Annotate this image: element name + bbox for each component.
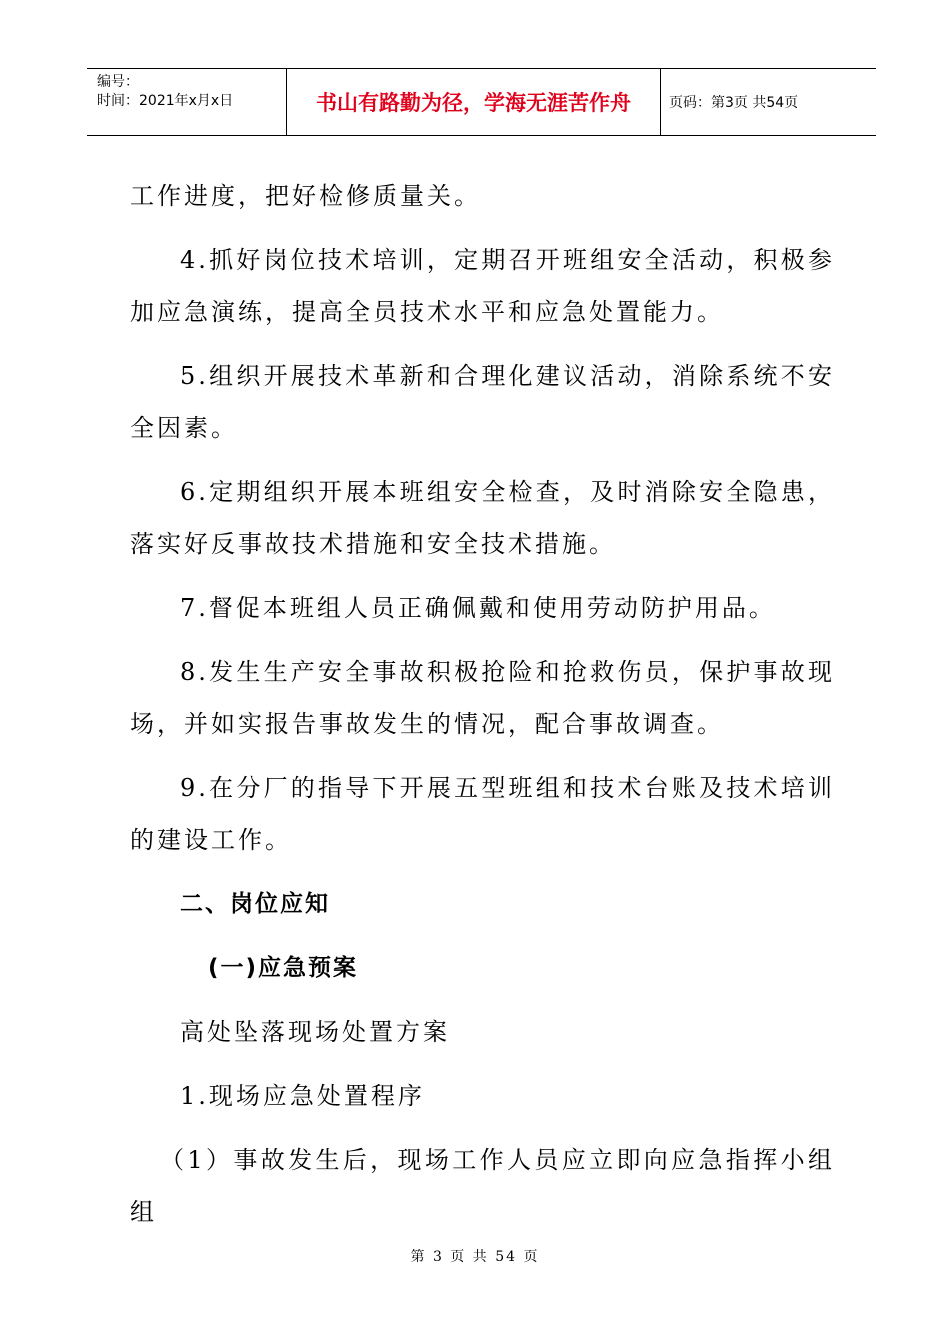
step-text: （1）事故发生后，现场工作人员应立即向应急指挥小组组 [130,1146,835,1226]
paragraph-item-5: 5.组织开展技术革新和合理化建议活动，消除系统不安全因素。 [130,362,835,442]
document-number-label: 编号： [97,74,139,90]
header-meta [87,69,287,135]
header-motto: 书山有路勤为径，学海无涯苦作舟 [287,69,661,135]
subsection-heading: (一)应急预案 [208,955,359,981]
paragraph-item-8: 8.发生生产安全事故积极抢险和抢救伤员，保护事故现场，并如实报告事故发生的情况，配合事故调查。 [130,658,835,738]
document-time-label: 时间：2021年x月x日 [97,93,234,109]
paragraph-item-6: 6.定期组织开展本班组安全检查，及时消除安全隐患，落实好反事故技术措施和安全技术措施。 [130,478,835,558]
plan-title: 高处坠落现场处置方案 [180,1018,450,1046]
document-body [130,170,835,1250]
page-header [87,68,876,136]
page-footer: 第 3 页 共 54 页 [410,1249,540,1265]
section-heading: 二、岗位应知 [180,891,330,917]
step-title: 1.现场应急处置程序 [180,1082,425,1110]
paragraph-continuation: 工作进度，把好检修质量关。 [130,182,481,210]
paragraph-item-9: 9.在分厂的指导下开展五型班组和技术台账及技术培训的建设工作。 [130,774,835,854]
paragraph-item-7: 7.督促本班组人员正确佩戴和使用劳动防护用品。 [180,594,776,622]
header-page-info: 页码：第3页 共54页 [669,95,799,111]
paragraph-item-4: 4.抓好岗位技术培训，定期召开班组安全活动，积极参加应急演练，提高全员技术水平和应急处置能力。 [130,246,835,326]
